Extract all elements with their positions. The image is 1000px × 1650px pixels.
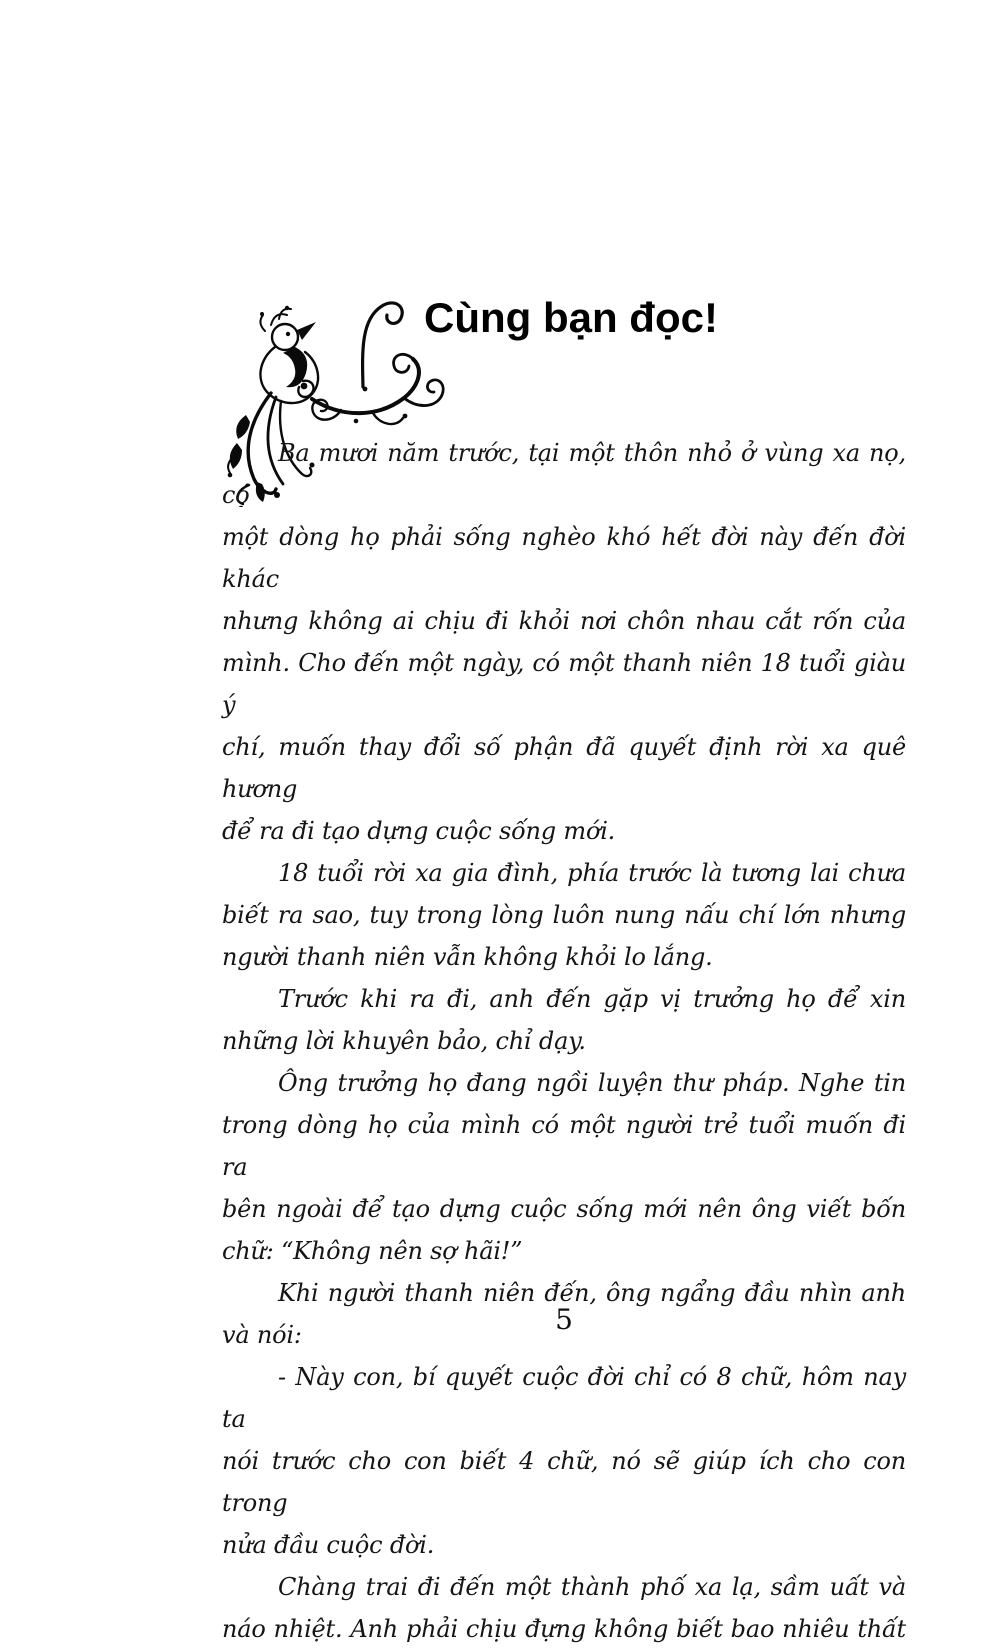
- paragraph-line: chí, muốn thay đổi số phận đã quyết định rời xa quê hương: [222, 733, 906, 803]
- paragraph-line: Ba mươi năm trước, tại một thôn nhỏ ở vùng xa nọ, có: [222, 439, 906, 509]
- paragraph: [222, 1062, 906, 1272]
- paragraph-line: Ông trưởng họ đang ngồi luyện thư pháp. Nghe tin: [278, 1069, 906, 1097]
- paragraph-line: một dòng họ phải sống nghèo khó hết đời này đến đời khác: [222, 523, 906, 593]
- paragraph-line: những lời khuyên bảo, chỉ dạy.: [222, 1027, 586, 1055]
- paragraph: [222, 978, 906, 1062]
- paragraph-line: bên ngoài để tạo dựng cuộc sống mới nên ông viết bốn: [222, 1195, 906, 1223]
- page-number: 5: [555, 1303, 573, 1336]
- body-text: [222, 432, 906, 1650]
- paragraph-line: Trước khi ra đi, anh đến gặp vị trưởng họ để xin: [278, 985, 906, 1013]
- paragraph-line: người thanh niên vẫn không khỏi lo lắng.: [222, 943, 713, 971]
- paragraph: [222, 1566, 906, 1650]
- paragraph-line: nhưng không ai chịu đi khỏi nơi chôn nhau cắt rốn của: [222, 607, 906, 635]
- paragraph-line: - Này con, bí quyết cuộc đời chỉ có 8 chữ, hôm nay ta: [222, 1363, 906, 1433]
- paragraph-line: náo nhiệt. Anh phải chịu đựng không biết bao nhiêu thất: [222, 1615, 906, 1643]
- page-title: Cùng bạn đọc!: [424, 294, 718, 341]
- paragraph-line: nửa đầu cuộc đời.: [222, 1531, 435, 1559]
- paragraph-line: trong dòng họ của mình có một người trẻ tuổi muốn đi ra: [222, 1111, 906, 1181]
- paragraph-line: Khi người thanh niên đến, ông ngẩng đầu nhìn anh và nói:: [222, 1279, 906, 1349]
- paragraph-line: mình. Cho đến một ngày, có một thanh niên 18 tuổi giàu ý: [222, 649, 906, 719]
- paragraph-line: chữ: “Không nên sợ hãi!”: [222, 1237, 523, 1265]
- paragraph-line: để ra đi tạo dựng cuộc sống mới.: [222, 817, 616, 845]
- paragraph-line: nói trước cho con biết 4 chữ, nó sẽ giúp ích cho con trong: [222, 1447, 906, 1517]
- paragraph-line: Chàng trai đi đến một thành phố xa lạ, sầm uất và: [278, 1573, 906, 1601]
- paragraph: [222, 432, 906, 852]
- paragraph: [222, 852, 906, 978]
- paragraph-line: 18 tuổi rời xa gia đình, phía trước là tương lai chưa: [278, 859, 906, 887]
- paragraph-line: biết ra sao, tuy trong lòng luôn nung nấu chí lớn nhưng: [222, 901, 906, 929]
- paragraph: [222, 1356, 906, 1566]
